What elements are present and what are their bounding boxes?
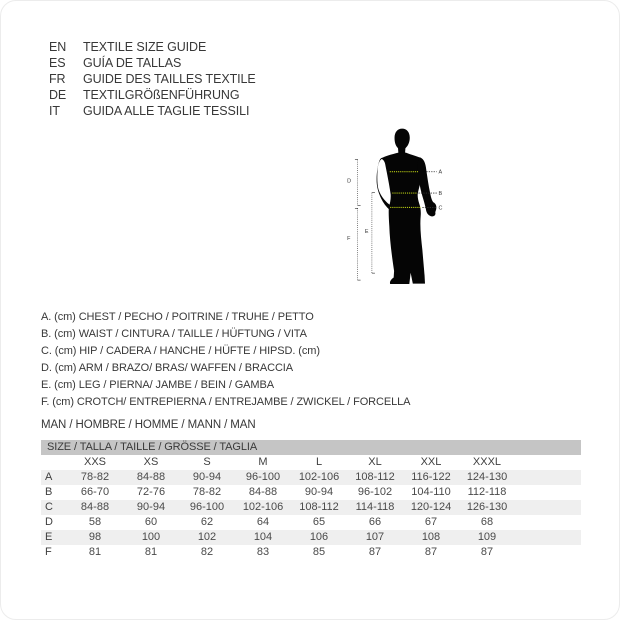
size-value-cell: 90-94	[304, 486, 334, 498]
size-value-cell: 106	[291, 530, 347, 545]
measurement-legend-row: A. (cm) CHEST / PECHO / POITRINE / TRUHE / PETTO	[41, 311, 314, 323]
size-value-cell: 60	[144, 516, 158, 528]
silhouette	[377, 129, 437, 284]
size-value-cell: 108	[403, 530, 459, 545]
size-value-cell: 78-82	[67, 470, 123, 485]
size-table	[41, 455, 581, 560]
measurement-legend-row: D. (cm) ARM / BRAZO/ BRAS/ WAFFEN / BRACCIA	[41, 362, 293, 374]
language-code: ES	[49, 56, 66, 70]
measurement-legend-row: E. (cm) LEG / PIERNA/ JAMBE / BEIN / GAMBA	[41, 379, 274, 391]
language-title: GUIDE DES TAILLES TEXTILE	[83, 72, 256, 86]
size-value-cell: 96-102	[357, 486, 393, 498]
row-label-cell: C	[41, 500, 67, 515]
filler-cell	[515, 515, 581, 530]
table-row	[41, 485, 581, 500]
row-label-cell: D	[45, 516, 53, 528]
size-column-header: S	[203, 456, 211, 468]
language-code: DE	[49, 88, 67, 102]
measurement-legend-row: B. (cm) WAIST / CINTURA / TAILLE / HÜFTUNG / VITA	[41, 328, 307, 340]
table-row	[41, 500, 581, 515]
filler-cell	[515, 545, 581, 560]
label-a: A	[438, 169, 443, 176]
size-value-cell: 108-112	[291, 500, 347, 515]
size-value-cell: 82	[200, 546, 214, 558]
label-c: C	[438, 205, 443, 212]
table-row	[41, 470, 581, 485]
label-b: B	[438, 191, 443, 198]
size-value-cell: 102-106	[235, 500, 291, 515]
filler-cell	[515, 470, 581, 485]
language-title: TEXTILE SIZE GUIDE	[83, 40, 207, 54]
language-title: GUÍA DE TALLAS	[83, 56, 182, 70]
size-value-cell: 66-70	[80, 486, 110, 498]
size-value-cell: 124-130	[459, 470, 515, 485]
size-value-cell: 81	[144, 546, 158, 558]
size-value-cell: 107	[347, 530, 403, 545]
filler-cell	[515, 485, 581, 500]
language-title-list	[49, 39, 256, 119]
label-f: F	[347, 236, 351, 243]
measurement-legend	[41, 309, 410, 411]
size-column-header: XS	[143, 456, 159, 468]
size-value-cell: 98	[67, 530, 123, 545]
language-title: GUIDA ALLE TAGLIE TESSILI	[83, 104, 250, 118]
language-row	[49, 55, 256, 71]
measurement-legend-row: F. (cm) CROTCH/ ENTREPIERNA / ENTREJAMBE / ZWICKEL / FORCELLA	[41, 396, 411, 408]
size-table-title: SIZE / TALLA / TAILLE / GRÖSSE / TAGLIA	[41, 440, 581, 455]
size-value-cell: 68	[480, 516, 494, 528]
row-label-cell: A	[41, 470, 67, 485]
language-code: FR	[49, 72, 66, 86]
size-value-cell: 87	[480, 546, 494, 558]
category-line: MAN / HOMBRE / HOMME / MANN / MAN	[41, 419, 256, 431]
size-value-cell: 114-118	[347, 500, 403, 515]
language-code: IT	[49, 104, 60, 118]
size-value-cell: 67	[424, 516, 438, 528]
label-d: D	[347, 178, 352, 185]
table-row	[41, 515, 581, 530]
size-value-cell: 85	[312, 546, 326, 558]
language-row	[49, 71, 256, 87]
size-value-cell: 87	[368, 546, 382, 558]
size-value-cell: 90-94	[179, 470, 235, 485]
size-table-body	[41, 470, 581, 560]
size-column-header: XXL	[420, 456, 442, 468]
size-column-header: XXXL	[472, 456, 502, 468]
language-row	[49, 103, 256, 119]
size-value-cell: 87	[424, 546, 438, 558]
size-table-wrap	[41, 440, 581, 560]
size-value-cell: 78-82	[192, 486, 222, 498]
size-value-cell: 64	[256, 516, 270, 528]
row-label-cell: E	[41, 530, 67, 545]
size-value-cell: 104-110	[411, 486, 451, 498]
label-e: E	[364, 229, 369, 236]
table-row	[41, 545, 581, 560]
size-value-cell: 96-100	[235, 470, 291, 485]
size-value-cell: 84-88	[67, 500, 123, 515]
size-value-cell: 108-112	[347, 470, 403, 485]
size-value-cell: 58	[88, 516, 102, 528]
size-value-cell: 84-88	[123, 470, 179, 485]
size-value-cell: 102-106	[291, 470, 347, 485]
size-value-cell: 65	[312, 516, 326, 528]
size-column-header: L	[315, 456, 323, 468]
size-column-header: M	[258, 456, 268, 468]
size-value-cell: 62	[200, 516, 214, 528]
size-table-head-row	[41, 455, 581, 470]
size-value-cell: 90-94	[123, 500, 179, 515]
language-title: TEXTILGRÖßENFÜHRUNG	[83, 88, 240, 102]
language-row	[49, 39, 256, 55]
size-value-cell: 102	[179, 530, 235, 545]
language-code: EN	[49, 40, 67, 54]
size-value-cell: 66	[368, 516, 382, 528]
filler-cell	[515, 455, 581, 470]
filler-cell	[515, 500, 581, 515]
size-value-cell: 104	[235, 530, 291, 545]
row-label-cell: F	[45, 546, 52, 558]
size-value-cell: 83	[256, 546, 270, 558]
measurement-legend-row: C. (cm) HIP / CADERA / HANCHE / HÜFTE / HIPSD. (cm)	[41, 345, 320, 357]
size-value-cell: 120-124	[403, 500, 459, 515]
size-column-header: XL	[368, 456, 382, 468]
size-value-cell: 116-122	[403, 470, 459, 485]
size-column-header: XXS	[83, 456, 106, 468]
row-label-cell: B	[45, 486, 53, 498]
measure-lines	[347, 160, 442, 281]
size-value-cell: 126-130	[459, 500, 515, 515]
size-value-cell: 96-100	[179, 500, 235, 515]
corner-cell	[41, 455, 67, 470]
size-value-cell: 109	[459, 530, 515, 545]
size-value-cell: 72-76	[136, 486, 166, 498]
language-row	[49, 87, 256, 103]
size-value-cell: 81	[88, 546, 102, 558]
filler-cell	[515, 530, 581, 545]
size-value-cell: 112-118	[467, 486, 507, 498]
size-value-cell: 100	[123, 530, 179, 545]
size-value-cell: 84-88	[248, 486, 278, 498]
table-row	[41, 530, 581, 545]
